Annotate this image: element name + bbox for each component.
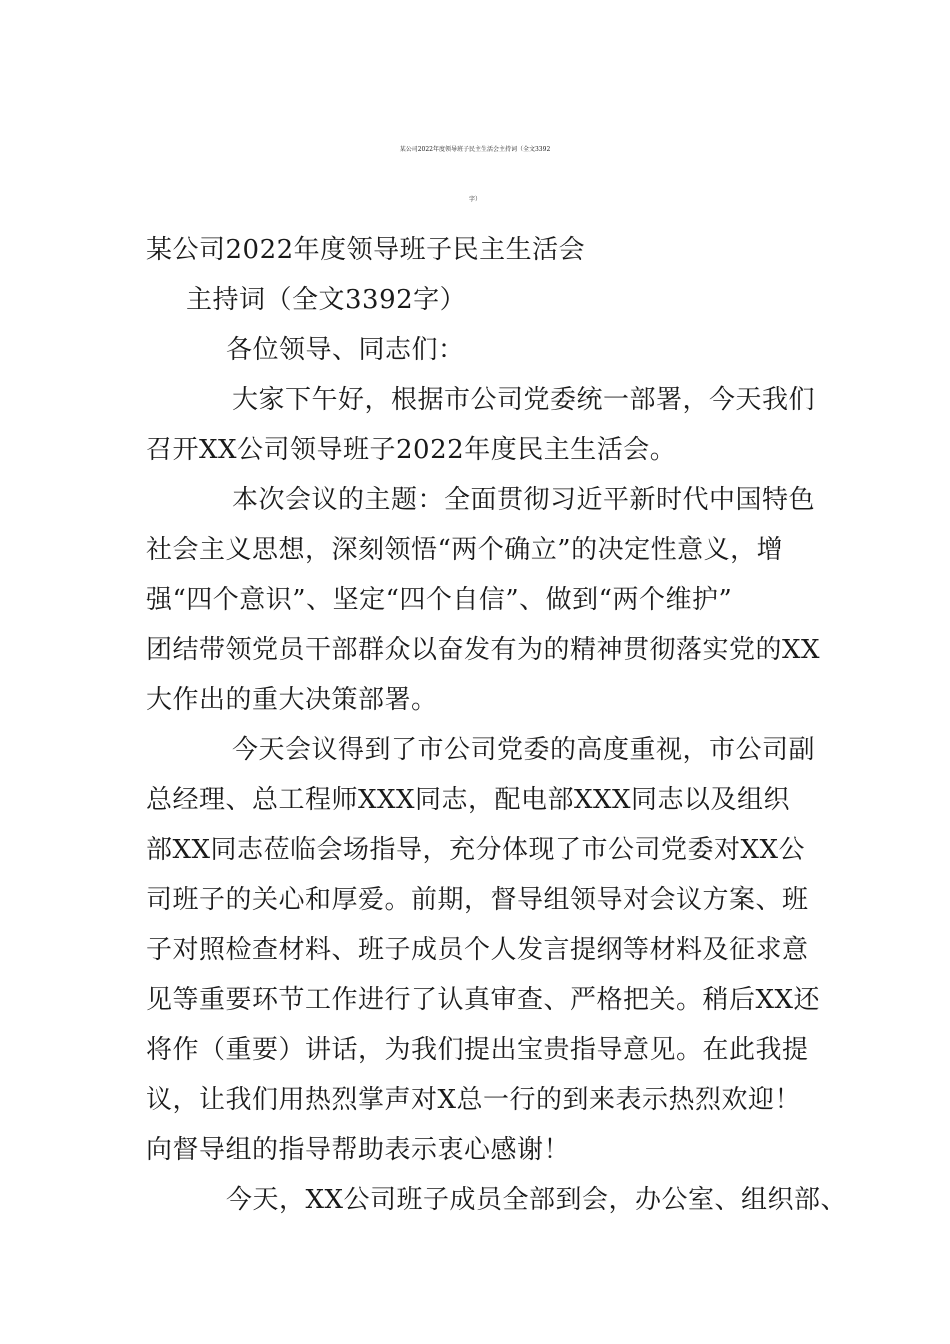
subtitle-line-1: 某公司2022年度领导班子民主生活会: [146, 235, 586, 265]
paragraph-line: 召开XX公司领导班子2022年度民主生活会。: [146, 435, 677, 465]
paragraph-line: 团结带领党员干部群众以奋发有为的精神贯彻落实党的XX: [146, 635, 821, 665]
paragraph-line: 强“四个意识”、坚定“四个自信”、做到“两个维护”: [146, 585, 733, 615]
paragraph-line: 司班子的关心和厚爱。前期，督导组领导对会议方案、班: [146, 885, 809, 915]
paragraph-line: 今天会议得到了市公司党委的高度重视，市公司副: [232, 735, 816, 765]
paragraph-line: 子对照检查材料、班子成员个人发言提纲等材料及征求意: [146, 935, 809, 965]
paragraph-line: 议，让我们用热烈掌声对X总一行的到来表示热烈欢迎！: [146, 1085, 802, 1115]
paragraph-line: 向督导组的指导帮助表示衷心感谢！: [146, 1135, 571, 1165]
paragraph-line: 将作（重要）讲话，为我们提出宝贵指导意见。在此我提: [146, 1035, 809, 1065]
paragraph-line: 总经理、总工程师XXX同志，配电部XXX同志以及组织: [146, 785, 791, 815]
salutation: 各位领导、同志们：: [226, 335, 465, 365]
paragraph-line: 今天，XX公司班子成员全部到会，办公室、组织部、: [226, 1185, 848, 1215]
document-title-line-2: 字）: [468, 196, 481, 203]
paragraph-line: 社会主义思想，深刻领悟“两个确立”的决定性意义，增: [146, 535, 784, 565]
paragraph-line: 大家下午好，根据市公司党委统一部署，今天我们: [232, 385, 816, 415]
paragraph-line: 见等重要环节工作进行了认真审查、严格把关。稍后XX还: [146, 985, 821, 1015]
paragraph-line: 本次会议的主题：全面贯彻习近平新时代中国特色: [232, 485, 816, 515]
subtitle-line-2: 主持词（全文3392字）: [186, 285, 467, 315]
paragraph-line: 部XX同志莅临会场指导，充分体现了市公司党委对XX公: [146, 835, 806, 865]
paragraph-line: 大作出的重大决策部署。: [146, 685, 438, 715]
document-title-line-1: 某公司2022年度领导班子民主生活会主持词（全文3392: [399, 146, 551, 153]
